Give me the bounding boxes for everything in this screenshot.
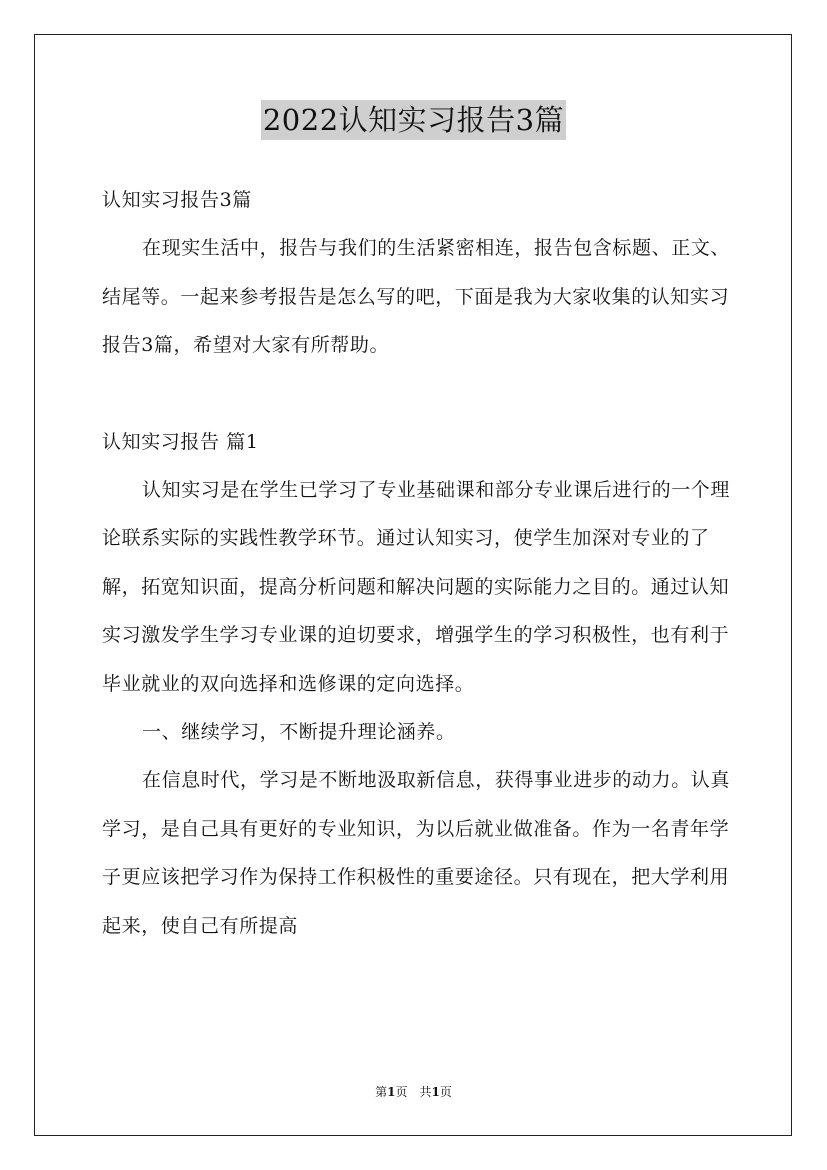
footer-page-current: 1	[387, 1085, 396, 1099]
section-heading: 认知实习报告 篇1	[102, 430, 259, 453]
footer-page-suffix: 页	[439, 1085, 452, 1099]
body-paragraph-1: 认知实习是在学生已学习了专业基础课和部分专业课后进行的一个理论联系实际的实践性教学环节。通过认知实习，使学生加深对专业的了解，拓宽知识面，提高分析问题和解决问题的实际能力之目的。通过认知实习激发学生学习专业课的迫切要求，增强学生的学习积极性，也有利于毕业就业的双向选择和选修课的定向选择。	[102, 479, 731, 695]
intro-paragraph: 在现实生活中，报告与我们的生活紧密相连，报告包含标题、正文、结尾等。一起来参考报告是怎么写的吧，下面是我为大家收集的认知实习报告3篇，希望对大家有所帮助。	[102, 237, 731, 357]
document-title: 2022认知实习报告3篇	[261, 100, 566, 140]
point-heading-1: 一、继续学习，不断提升理论涵养。	[142, 721, 456, 744]
page-footer	[0, 1083, 827, 1101]
document-subtitle: 认知实习报告3篇	[102, 189, 252, 211]
footer-page-prefix: 第	[375, 1085, 388, 1099]
paragraph-gap	[102, 370, 734, 418]
footer-page-total: 1	[431, 1085, 440, 1099]
title-wrap	[0, 100, 827, 140]
document-body	[102, 176, 734, 950]
body-paragraph-2: 在信息时代，学习是不断地汲取新信息，获得事业进步的动力。认真学习，是自己具有更好的专业知识，为以后就业做准备。作为一名青年学子更应该把学习作为保持工作积极性的重要途径。只有现在，把大学利用起来，使自己有所提高	[102, 769, 731, 937]
footer-page-mid: 页 共	[395, 1085, 432, 1099]
